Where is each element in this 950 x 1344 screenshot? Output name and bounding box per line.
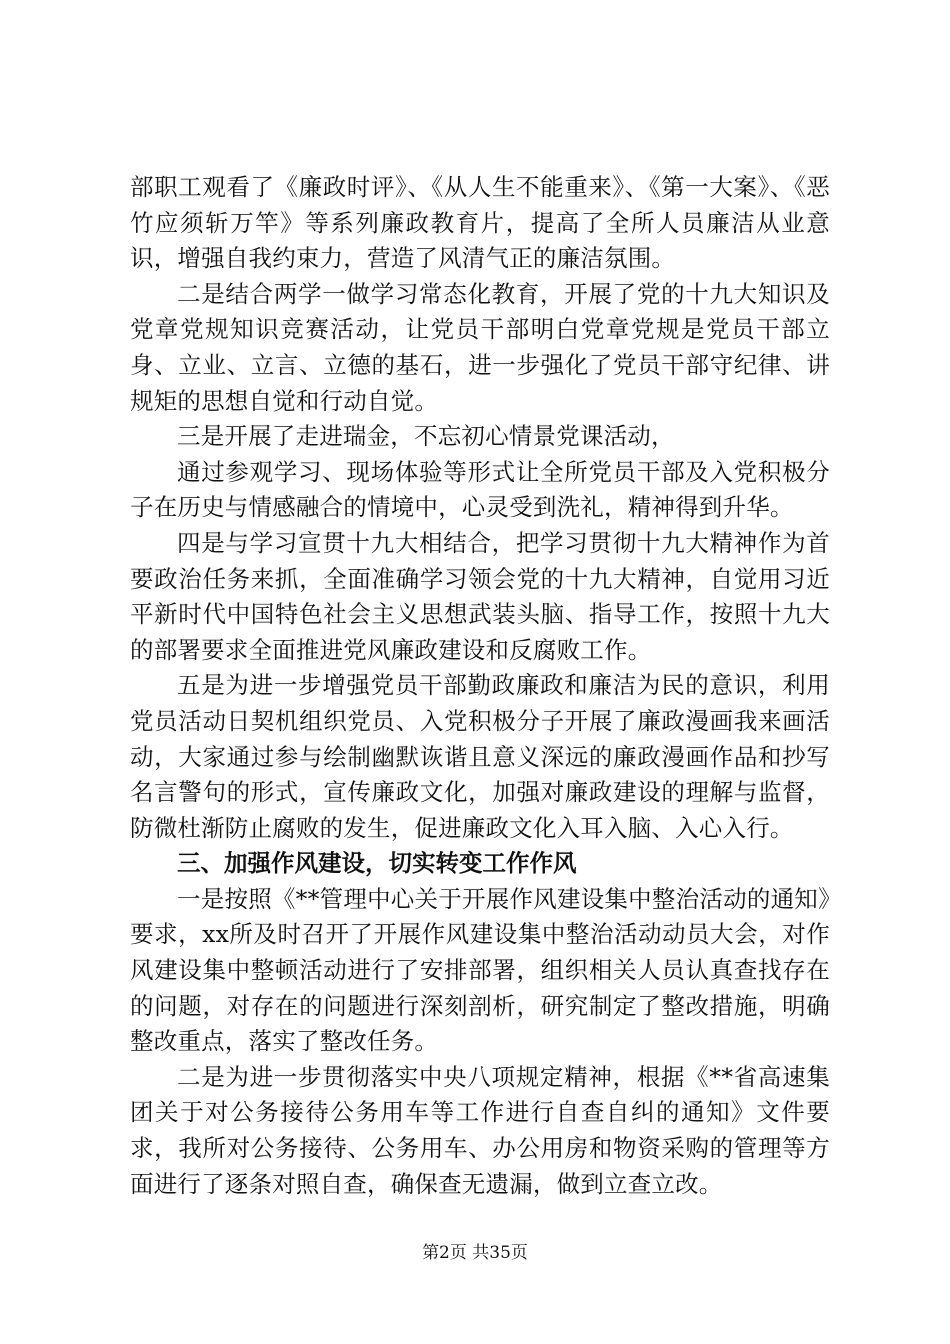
paragraph-3: 三是开展了走进瑞金，不忘初心情景党课活动， [177, 422, 675, 451]
paragraph-5: 四是与学习宣贯十九大相结合，把学习贯彻十九大精神作为首要政治任务来抓，全面准确学习领会党的十九大精神，自觉用习近平新时代中国特色社会主义思想武装头脑、指导工作，按照十九大的部署要求全面推进党风廉政建设和反腐败工作。 [130, 528, 830, 664]
paragraph-4: 通过参观学习、现场体验等形式让全所党员干部及入党积极分子在历史与情感融合的情境中，心灵受到洗礼，精神得到升华。 [130, 457, 830, 522]
page-footer [0, 1242, 950, 1264]
paragraph-1: 部职工观看了《廉政时评》、《从人生不能重来》、《第一大案》、《恶竹应须斩万竿》等系列廉政教育片，提高了全所人员廉洁从业意识，增强自我约束力，营造了风清气正的廉洁氛围。 [130, 173, 830, 273]
document-body [130, 170, 830, 1202]
paragraph-8: 二是为进一步贯彻落实中央八项规定精神，根据《**省高速集团关于对公务接待公务用车等工作进行自查自纠的通知》文件要求，我所对公务接待、公务用车、办公用房和物资采购的管理等方面进行了逐条对照自查，确保查无遗漏，做到立查立改。 [130, 1062, 830, 1198]
paragraph-2: 二是结合两学一做学习常态化教育，开展了党的十九大知识及党章党规知识竞赛活动，让党员干部明白党章党规是党员干部立身、立业、立言、立德的基石，进一步强化了党员干部守纪律、讲规矩的思想自觉和行动自觉。 [130, 279, 830, 415]
section-heading: 三、加强作风建设，切实转变工作作风 [177, 849, 577, 878]
paragraph-7: 一是按照《**管理中心关于开展作风建设集中整治活动的通知》要求，xx所及时召开了开展作风建设集中整治活动动员大会，对作风建设集中整顿活动进行了安排部署，组织相关人员认真查找存在的问题，对存在的问题进行深刻剖析，研究制定了整改措施，明确整改重点，落实了整改任务。 [130, 884, 830, 1056]
page-number-label: 第2页 共35页 [422, 1243, 528, 1263]
paragraph-6: 五是为进一步增强党员干部勤政廉政和廉洁为民的意识，利用党员活动日契机组织党员、入党积极分子开展了廉政漫画我来画活动，大家通过参与绘制幽默诙谐且意义深远的廉政漫画作品和抄写名言警句的形式，宣传廉政文化，加强对廉政建设的理解与监督，防微杜渐防止腐败的发生，促进廉政文化入耳入脑、入心入行。 [130, 671, 830, 842]
